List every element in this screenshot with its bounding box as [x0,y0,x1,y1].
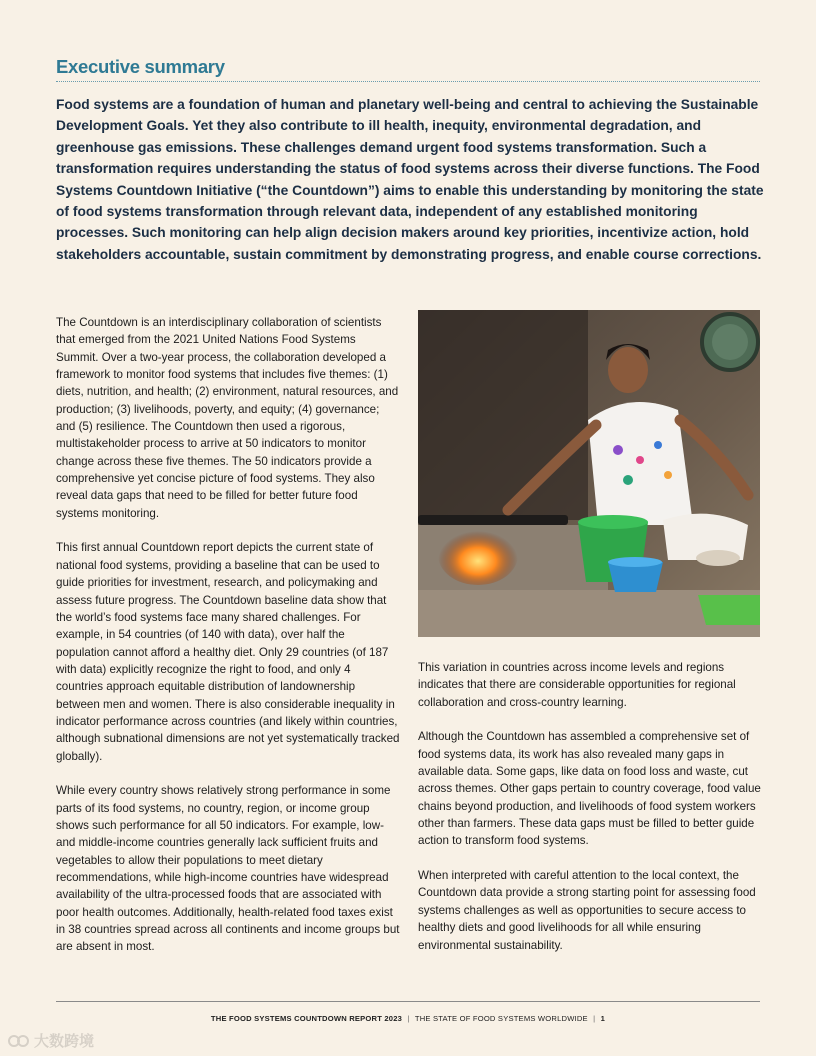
left-column [56,314,400,973]
body-paragraph: The Countdown is an interdisciplinary collaboration of scientists that emerged from the 2021 United Nations Food Systems Summit. Over a two-year process, the collaboration developed a framework to monitor food systems that includes five themes: (1) diets, nutrition, and health; (2) environment, natural resources, and production; (3) livelihoods, poverty, and equity; (4) governance; and (5) resilience. The Countdown then used a rigorous, multistakeholder process to arrive at 50 indicators to monitor change across these five themes. The 50 indicators provide a comprehensive yet concise picture of food systems. They also reveal data gaps that need to be filled for better future food systems monitoring. [56,316,399,520]
photo-illustration [418,310,760,637]
page-number: 1 [600,1014,606,1023]
body-paragraph: This variation in countries across income levels and regions indicates that there are considerable opportunities for regional collaboration and cross-country learning. [418,661,736,709]
footer-section-title: THE STATE OF FOOD SYSTEMS WORLDWIDE [414,1014,588,1023]
title-divider [56,81,760,82]
watermark [8,1030,94,1051]
body-paragraph: When interpreted with careful attention to the local context, the Countdown data provide a strong starting point for assessing food systems challenges as well as opportunities to secure access to healthy diets and good livelihoods for all while ensuring environmental sustainability. [418,869,756,952]
page-title: Executive summary [56,56,225,77]
watermark-logo-icon [8,1033,30,1049]
right-column [418,659,762,971]
watermark-text: 大数跨境 [34,1033,95,1050]
page-footer [0,1014,816,1023]
body-paragraph: While every country shows relatively strong performance in some parts of its food systems, no country, region, or income group shows such performance for all 50 indicators. For example, low- and middle-income countries generally lack sufficient fruits and vegetables to allow their populations to meet dietary recommendations, while high-income countries have widespread availability of the ultra-processed foods that are associated with poor health outcomes. Additionally, health-related food taxes exist in 38 countries spread across all continents and income groups but are absent in most. [56,784,400,954]
footer-separator: | [593,1014,596,1023]
body-paragraph: Although the Countdown has assembled a comprehensive set of food systems data, its work has also revealed many gaps in available data. Some gaps, like data on food loss and waste, cut across themes. Other gaps pertain to country coverage, food value chains beyond production, and livelihoods of food system workers other than farmers. These data gaps must be filled to better guide action to transform food systems. [418,730,761,848]
footer-report-title: THE FOOD SYSTEMS COUNTDOWN REPORT 2023 [210,1014,403,1023]
woman-cooking-photo [418,310,760,637]
footer-divider [56,1001,760,1002]
lead-paragraph: Food systems are a foundation of human and planetary well-being and central to achieving the Sustainable Development Goals. Yet they also contribute to ill health, inequity, environmental degradation, and greenhouse gas emissions. These challenges demand urgent food systems transformation. Such a transformation requires understanding the status of food systems across their diverse functions. The Food Systems Countdown Initiative (“the Countdown”) aims to enable this understanding by monitoring the state of food systems transformation through relevant data, independent of any established monitoring processes. Such monitoring can help align decision makers around key priorities, incentivize action, hold stakeholders accountable, sustain commitment by demonstrating progress, and enable course corrections. [56,97,764,262]
body-paragraph: This first annual Countdown report depicts the current state of national food systems, providing a baseline that can be used to guide priorities for investment, research, and policymaking and assess future progress. The Countdown baseline data show that the world’s food systems face many shared challenges. For example, in 54 countries (of 140 with data), over half the population cannot afford a healthy diet. Only 29 countries (of 187 with data) explicitly recognize the right to food, and only 4 countries approach equitable distribution of landownership between men and women. There is also considerable inequality in indicator performance across countries (and likely within countries, although subnational dimensions are not yet systematically tracked globally). [56,541,400,763]
footer-separator: | [407,1014,410,1023]
